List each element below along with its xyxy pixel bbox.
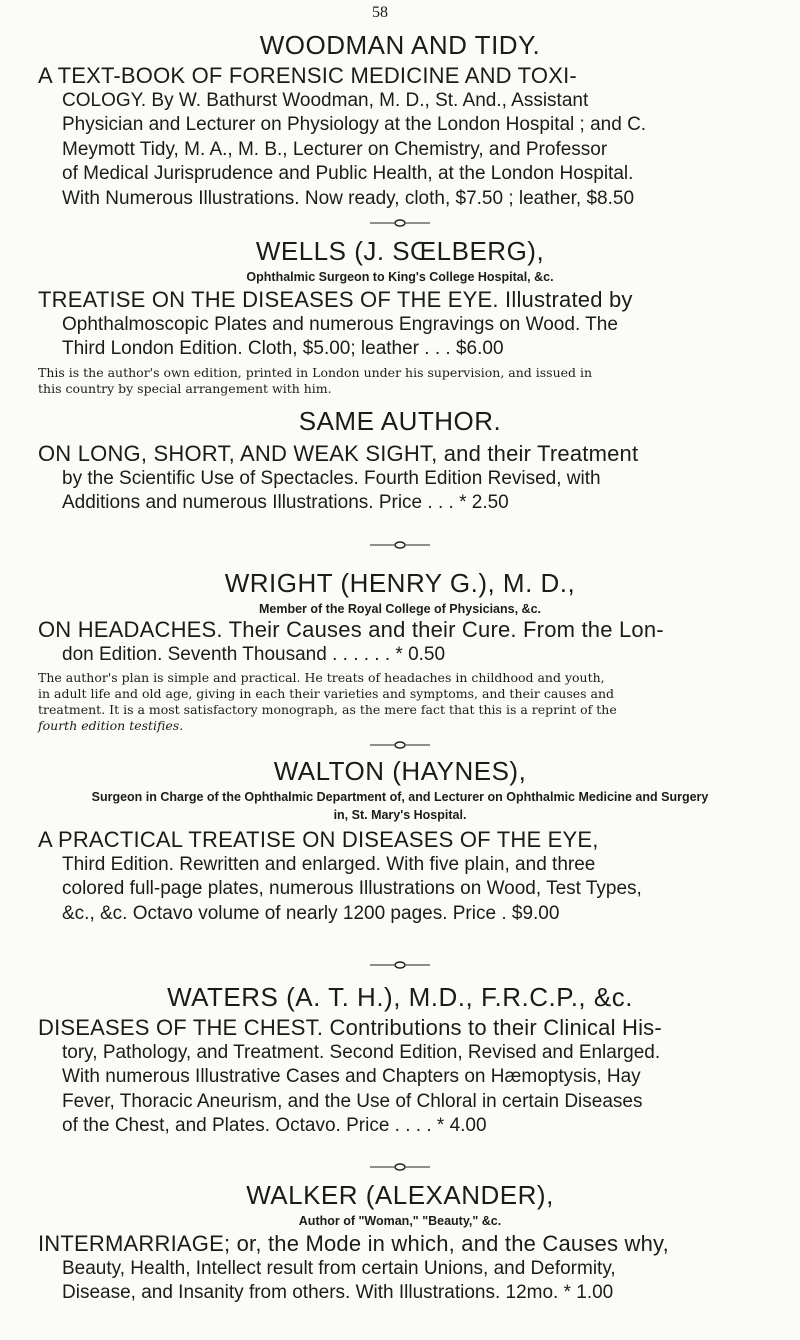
entry-waters [0, 980, 800, 1014]
entry-note [38, 365, 774, 397]
entry-body [38, 288, 774, 362]
entry-body-line: tory, Pathology, and Treatment. Second Edition, Revised and Enlarged. [62, 1041, 661, 1063]
author-description: Surgeon in Charge of the Ophthalmic Department of, and Lecturer on Ophthalmic Medicine and Surgery [91, 790, 709, 804]
author-heading: WOODMAN AND TIDY. [259, 30, 541, 60]
entry-body-line: Disease, and Insanity from others. With Illustrations. 12mo. * 1.00 [62, 1282, 614, 1303]
divider-ornament [370, 960, 430, 970]
entry-body-line: don Edition. Seventh Thousand . . . . . . * 0.50 [62, 643, 446, 665]
entry-note [38, 670, 774, 734]
note-line: treatment. It is a most satisfactory monograph, as the mere fact that this is a reprint of the [38, 702, 617, 717]
entry-body-line: Fever, Thoracic Aneurism, and the Use of Chloral in certain Diseases [62, 1090, 643, 1112]
author-description: in, St. Mary's Hospital. [333, 808, 467, 822]
entry-body-line: INTERMARRIAGE; or, the Mode in which, and the Causes why, [38, 1231, 669, 1256]
entry-body [38, 828, 774, 926]
author-heading: WELLS (J. SŒLBERG), [255, 236, 545, 266]
author-description: Ophthalmic Surgeon to King's College Hospital, &c. [246, 270, 554, 284]
author-description: Member of the Royal College of Physicians, &c. [258, 602, 541, 616]
entry-walton [0, 754, 800, 824]
divider-ornament [370, 1162, 430, 1172]
entry-same-author [0, 404, 800, 438]
entry-body-line: With Numerous Illustrations. Now ready, cloth, $7.50 ; leather, $8.50 [62, 187, 635, 209]
entry-body-line: A TEXT-BOOK OF FORENSIC MEDICINE AND TOXI- [38, 63, 577, 88]
author-heading: SAME AUTHOR. [298, 406, 502, 436]
entry-body-line: Third Edition. Rewritten and enlarged. With five plain, and three [62, 853, 596, 875]
author-heading: WRIGHT (HENRY G.), M. D., [224, 568, 576, 598]
entry-wright [0, 566, 800, 618]
entry-body-line: ON LONG, SHORT, AND WEAK SIGHT, and their Treatment [38, 441, 639, 466]
entry-body-line: of Medical Jurisprudence and Public Health, at the London Hospital. [62, 163, 634, 184]
entry-walker [0, 1178, 800, 1230]
entry-body-line: &c., &c. Octavo volume of nearly 1200 pages. Price . $9.00 [62, 902, 560, 924]
entry-woodman-tidy [0, 28, 800, 62]
entry-body-line: ON HEADACHES. Their Causes and their Cure. From the Lon- [38, 617, 664, 642]
note-line: in adult life and old age, giving in each their varieties and symptoms, and their causes and [38, 686, 615, 701]
entry-body-line: COLOGY. By W. Bathurst Woodman, M. D., St. And., Assistant [62, 89, 589, 111]
entry-body-line: Physician and Lecturer on Physiology at the London Hospital ; and C. [62, 114, 647, 135]
entry-body [38, 618, 774, 667]
entry-body-line: DISEASES OF THE CHEST. Contributions to their Clinical His- [38, 1015, 662, 1040]
note-line: fourth edition testifies. [38, 718, 184, 733]
entry-body [38, 64, 774, 211]
entry-body-line: A PRACTICAL TREATISE ON DISEASES OF THE EYE, [38, 827, 599, 852]
entry-body [38, 1016, 774, 1139]
entry-body [38, 442, 774, 516]
page-number: 58 [372, 4, 388, 21]
entry-wells [0, 234, 800, 286]
note-line: This is the author's own edition, printed in London under his supervision, and issued in [38, 365, 593, 380]
divider-ornament [370, 540, 430, 550]
author-description: Author of "Woman," "Beauty," &c. [298, 1214, 502, 1228]
divider-ornament [370, 740, 430, 750]
author-heading: WALKER (ALEXANDER), [246, 1180, 554, 1210]
entry-body-line: colored full-page plates, numerous Illustrations on Wood, Test Types, [62, 878, 642, 899]
entry-body-line: Third London Edition. Cloth, $5.00; leather . . . $6.00 [62, 338, 504, 359]
note-line: this country by special arrangement with him. [38, 381, 332, 396]
entry-body-line: Additions and numerous Illustrations. Price . . . * 2.50 [62, 492, 509, 513]
entry-body-line: Meymott Tidy, M. A., M. B., Lecturer on Chemistry, and Professor [62, 138, 608, 160]
entry-body-line: Ophthalmoscopic Plates and numerous Engravings on Wood. The [62, 313, 618, 335]
entry-body-line: of the Chest, and Plates. Octavo. Price . . . . * 4.00 [62, 1115, 487, 1136]
entry-body-line: Beauty, Health, Intellect result from certain Unions, and Deformity, [62, 1257, 616, 1279]
entry-body-line: by the Scientific Use of Spectacles. Fourth Edition Revised, with [62, 467, 601, 489]
author-heading: WATERS (A. T. H.), M.D., F.R.C.P., &c. [167, 982, 633, 1012]
note-line: The author's plan is simple and practical. He treats of headaches in childhood and youth, [38, 670, 605, 685]
entry-body [38, 1232, 774, 1306]
divider-ornament [370, 218, 430, 228]
author-heading: WALTON (HAYNES), [273, 756, 527, 786]
entry-body-line: TREATISE ON THE DISEASES OF THE EYE. Illustrated by [38, 287, 633, 312]
entry-body-line: With numerous Illustrative Cases and Chapters on Hæmoptysis, Hay [62, 1066, 641, 1087]
